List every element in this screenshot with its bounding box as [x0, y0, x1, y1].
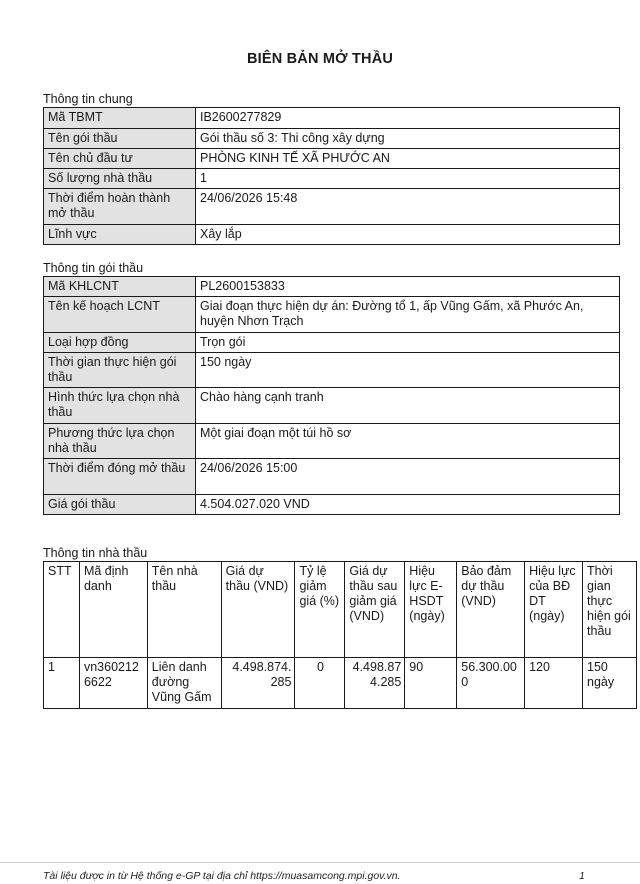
row-value: IB2600277829 — [196, 108, 620, 129]
table-row — [44, 169, 620, 189]
column-header: Giá dự thầu (VND) — [221, 562, 295, 658]
package-info-table — [43, 276, 620, 515]
table-row — [44, 495, 620, 515]
table-cell: 1 — [44, 658, 80, 709]
row-label: Lĩnh vực — [44, 225, 196, 245]
bidder-info-heading: Thông tin nhà thầu — [43, 546, 148, 560]
general-info-heading: Thông tin chung — [43, 92, 133, 106]
table-row — [44, 333, 620, 353]
bidder-table — [43, 561, 637, 709]
row-label: Thời điểm hoàn thành mở thầu — [44, 189, 196, 225]
row-label: Thời gian thực hiện gói thầu — [44, 353, 196, 388]
table-row — [44, 459, 620, 495]
table-row — [44, 225, 620, 245]
table-cell: 4.498.874.285 — [221, 658, 295, 709]
table-cell: Liên danh đường Vũng Gấm — [147, 658, 221, 709]
table-row — [44, 189, 620, 225]
row-label: Phương thức lựa chọn nhà thầu — [44, 424, 196, 459]
table-row — [44, 353, 620, 388]
table-cell: 4.498.874.285 — [345, 658, 405, 709]
table-row — [44, 388, 620, 424]
table-cell: 0 — [295, 658, 345, 709]
column-header: STT — [44, 562, 80, 658]
table-row — [44, 297, 620, 333]
footer-divider — [0, 862, 640, 863]
footer-note: Tài liệu được in từ Hệ thống e-GP tại địa chỉ https://muasamcong.mpi.gov.vn. — [43, 870, 401, 882]
table-row — [44, 424, 620, 459]
column-header: Tỷ lệ giảm giá (%) — [295, 562, 345, 658]
table-header-row — [44, 562, 637, 658]
row-value: 4.504.027.020 VND — [196, 495, 620, 515]
column-header: Bảo đảm dự thầu (VND) — [457, 562, 525, 658]
row-value: Trọn gói — [196, 333, 620, 353]
column-header: Mã định danh — [79, 562, 147, 658]
row-label: Tên gói thầu — [44, 129, 196, 149]
row-label: Mã TBMT — [44, 108, 196, 129]
general-info-table — [43, 107, 620, 245]
row-value: 24/06/2026 15:48 — [196, 189, 620, 225]
document-title: BIÊN BẢN MỞ THẦU — [246, 51, 394, 67]
package-info-heading: Thông tin gói thầu — [43, 261, 144, 275]
row-label: Số lượng nhà thầu — [44, 169, 196, 189]
table-row — [44, 108, 620, 129]
row-value: Gói thầu số 3: Thi công xây dựng — [196, 129, 620, 149]
table-row — [44, 129, 620, 149]
row-value: Giai đoạn thực hiện dự án: Đường tổ 1, ấp Vũng Gấm, xã Phước An, huyện Nhơn Trạch — [196, 297, 620, 333]
row-value: Một giai đoạn một túi hồ sơ — [196, 424, 620, 459]
column-header: Hiệu lực E-HSDT (ngày) — [405, 562, 457, 658]
row-label: Giá gói thầu — [44, 495, 196, 515]
column-header: Hiệu lực của BĐ DT (ngày) — [525, 562, 583, 658]
row-label: Hình thức lựa chọn nhà thầu — [44, 388, 196, 424]
table-row — [44, 658, 637, 709]
table-row — [44, 277, 620, 297]
row-label: Tên chủ đầu tư — [44, 149, 196, 169]
table-cell: 120 — [525, 658, 583, 709]
row-value: PL2600153833 — [196, 277, 620, 297]
row-label: Thời điểm đóng mở thầu — [44, 459, 196, 495]
row-value: Chào hàng cạnh tranh — [196, 388, 620, 424]
row-value: Xây lắp — [196, 225, 620, 245]
table-row — [44, 149, 620, 169]
table-cell: 90 — [405, 658, 457, 709]
page-number: 1 — [579, 870, 585, 882]
column-header: Giá dự thầu sau giảm giá (VND) — [345, 562, 405, 658]
row-label: Mã KHLCNT — [44, 277, 196, 297]
row-value: 24/06/2026 15:00 — [196, 459, 620, 495]
table-cell: 150 ngày — [583, 658, 637, 709]
table-cell: vn3602126622 — [79, 658, 147, 709]
row-label: Loại hợp đồng — [44, 333, 196, 353]
row-value: PHÒNG KINH TẾ XÃ PHƯỚC AN — [196, 149, 620, 169]
row-value: 1 — [196, 169, 620, 189]
table-cell: 56.300.000 — [457, 658, 525, 709]
column-header: Tên nhà thầu — [147, 562, 221, 658]
column-header: Thời gian thực hiện gói thầu — [583, 562, 637, 658]
row-label: Tên kế hoạch LCNT — [44, 297, 196, 333]
row-value: 150 ngày — [196, 353, 620, 388]
